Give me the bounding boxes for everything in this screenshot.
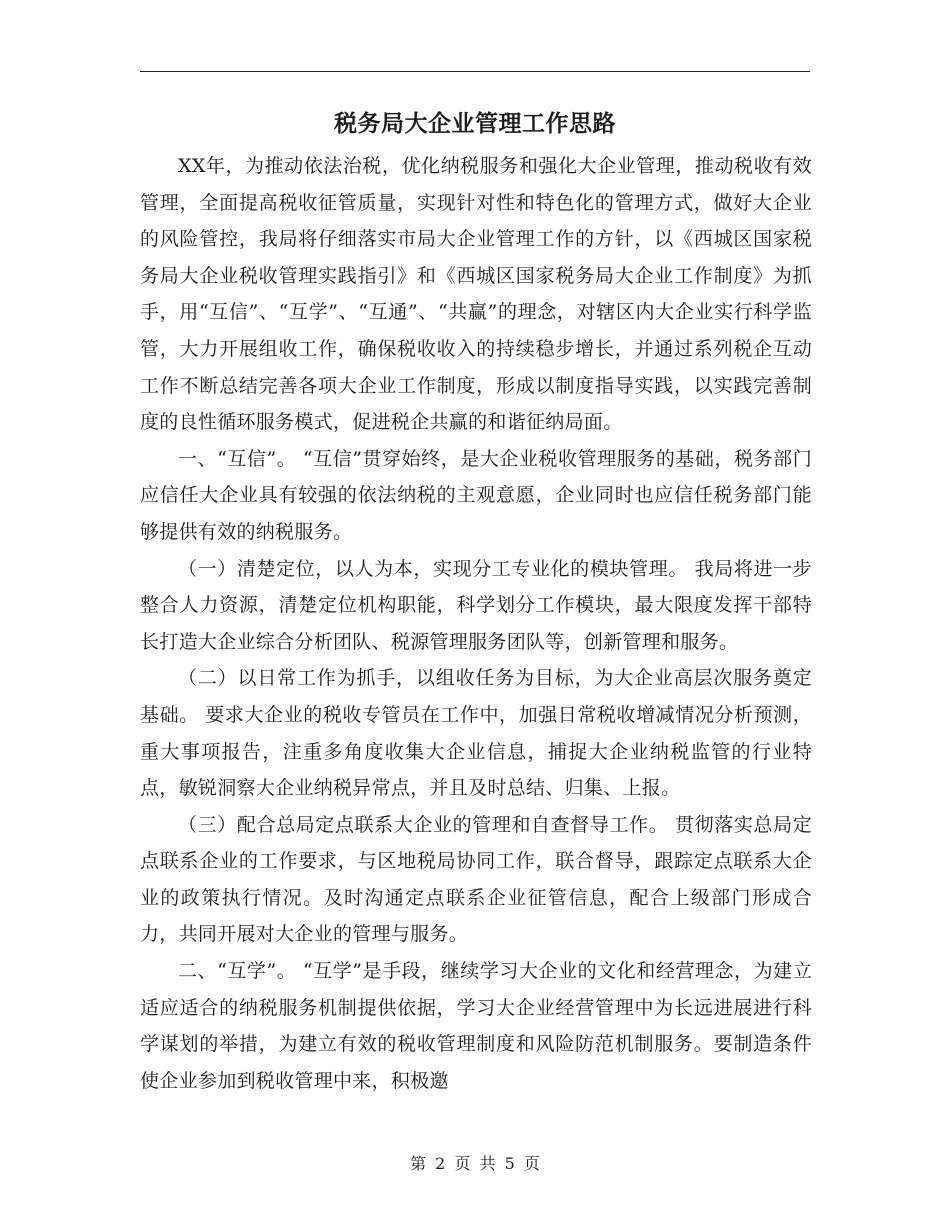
document-body <box>140 148 812 1099</box>
paragraph-section-1-item-3: （三）配合总局定点联系大企业的管理和自查督导工作。 贯彻落实总局定点联系企业的工作要求，与区地税局协同工作，联合督导，跟踪定点联系大企业的政策执行情况。及时沟通定点联系企业征管信息，配合上级部门形成合力，共同开展对大企业的管理与服务。 <box>140 813 812 946</box>
paragraph-section-1: 一、“互信”。 “互信”贯穿始终，是大企业税收管理服务的基础，税务部门应信任大企业具有较强的依法纳税的主观意愿，企业同时也应信任税务部门能够提供有效的纳税服务。 <box>140 447 812 543</box>
paragraph-section-1-item-2: （二）以日常工作为抓手，以组收任务为目标，为大企业高层次服务奠定基础。 要求大企业的税收专管员在工作中，加强日常税收增减情况分析预测，重大事项报告，注重多角度收集大企业信息，捕捉大企业纳税监管的行业特点，敏锐洞察大企业纳税异常点，并且及时总结、归集、上报。 <box>140 667 812 800</box>
header-rule <box>140 71 810 72</box>
paragraph-section-1-item-1: （一）清楚定位，以人为本，实现分工专业化的模块管理。 我局将进一步整合人力资源，清楚定位机构职能，科学划分工作模块，最大限度发挥干部特长打造大企业综合分析团队、税源管理服务团队等，创新管理和服务。 <box>140 557 812 653</box>
paragraph-intro: XX年，为推动依法治税，优化纳税服务和强化大企业管理，推动税收有效管理，全面提高税收征管质量，实现针对性和特色化的管理方式，做好大企业的风险管控，我局将仔细落实市局大企业管理工作的方针，以《西城区国家税务局大企业税收管理实践指引》和《西城区国家税务局大企业工作制度》为抓手，用“互信”、“互学”、“互通”、“共赢”的理念，对辖区内大企业实行科学监管，大力开展组收工作，确保税收收入的持续稳步增长，并通过系列税企互动工作不断总结完善各项大企业工作制度，形成以制度指导实践，以实践完善制度的良性循环服务模式，促进税企共赢的和谐征纳局面。 <box>140 155 812 434</box>
page-number: 第 2 页 共 5 页 <box>410 1154 540 1173</box>
document-title: 税务局大企业管理工作思路 <box>334 110 616 137</box>
paragraph-section-2: 二、“互学”。 “互学”是手段，继续学习大企业的文化和经营理念，为建立适应适合的纳税服务机制提供依据，学习大企业经营管理中为长远进展进行科学谋划的举措，为建立有效的税收管理制度和风险防范机制服务。要制造条件使企业参加到税收管理中来，积极邀 <box>140 960 812 1092</box>
